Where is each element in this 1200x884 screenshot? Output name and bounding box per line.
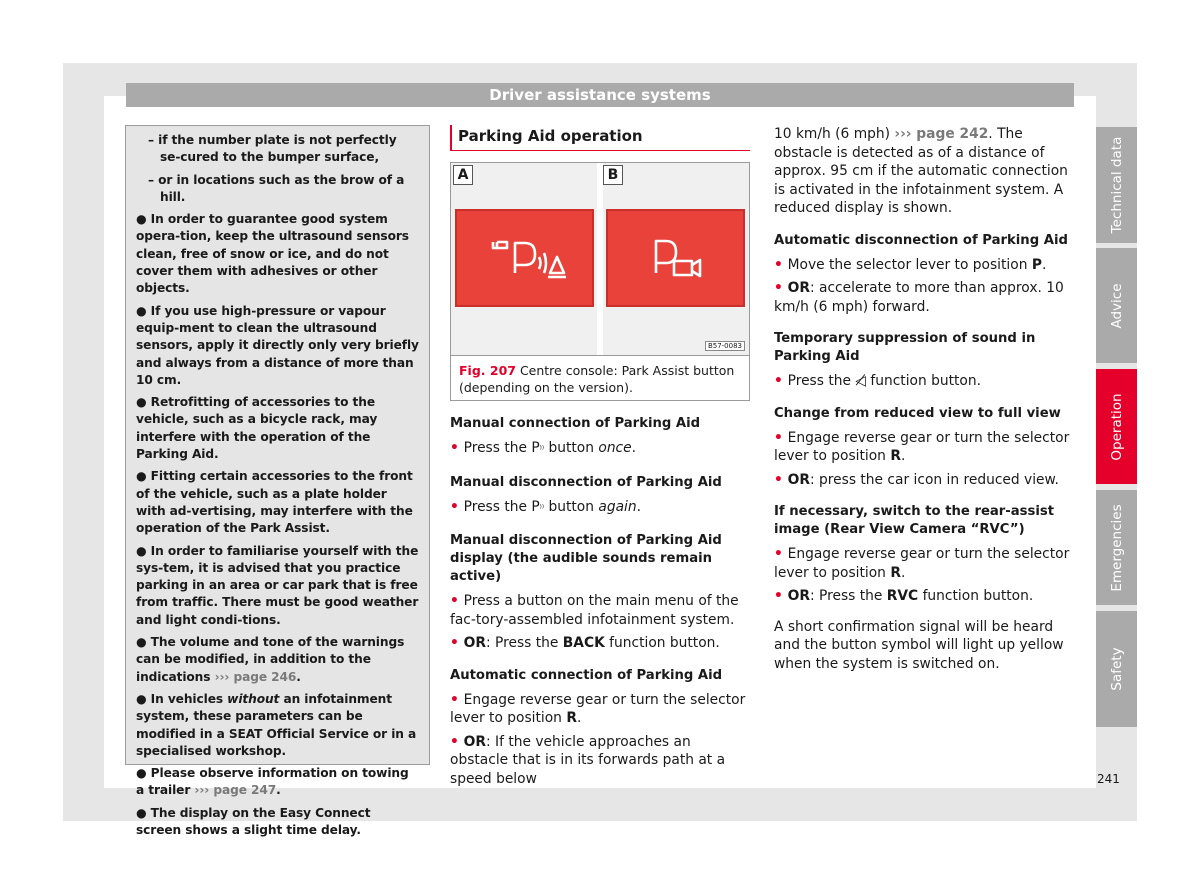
panel-divider <box>597 163 603 355</box>
warning-item: – if the number plate is not perfectly se-cured to the bumper surface, <box>148 133 397 165</box>
subheading: Change from reduced view to full view <box>774 405 1061 421</box>
page-link[interactable]: ››› page 246 <box>214 669 297 684</box>
paragraph: A short confirmation signal will be heard and the button symbol will light up yellow when the system is switched on. <box>774 618 1064 672</box>
list-item: • Move the selector lever to position P. <box>774 256 1047 273</box>
warning-item: ● Fitting certain accessories to the front of the vehicle, such as a plate holder with ad-vertising, may interfere with the operation of the Park Assist. <box>136 469 413 536</box>
list-item: • OR: Press the RVC function button. <box>774 588 1034 604</box>
warning-box <box>125 125 430 837</box>
figure-caption: Fig. 207 Centre console: Park Assist button (depending on the version). <box>451 355 749 400</box>
list-item: • OR: press the car icon in reduced view. <box>774 471 1059 488</box>
warning-item: ● If you use high-pressure or vapour equip-ment to clean the ultrasound sensors, apply it directly only very briefly and always from a distance of more than 10 cm. <box>136 303 419 387</box>
warning-item: ● Retrofitting of accessories to the vehicle, such as a bicycle rack, may interfere with the operation of the Parking Aid. <box>136 395 378 462</box>
list-item: • OR: accelerate to more than approx. 10 km/h (6 mph) forward. <box>774 280 1064 315</box>
tab-operation[interactable]: Operation <box>1096 369 1137 484</box>
warning-item: ● In order to familiarise yourself with the sys-tem, it is advised that you practice parking in an area or car park that is free from traffic. There must be good weather and light condi-tions. <box>136 543 419 627</box>
parking-sensor-symbol-icon: ⁾⁾ <box>539 445 545 455</box>
warning-item: ● The volume and tone of the warnings can be modified, in addition to the indications ››› page 246. <box>136 635 405 684</box>
subheading: Automatic connection of Parking Aid <box>450 667 723 683</box>
chapter-header: Driver assistance systems <box>126 83 1074 107</box>
subheading: If necessary, switch to the rear-assist image (Rear View Camera “RVC”) <box>774 504 1055 537</box>
panel-label-b: B <box>603 165 623 185</box>
warning-item: ● The display on the Easy Connect screen shows a slight time delay. <box>136 805 371 837</box>
figure-image <box>451 163 749 355</box>
list-item: • Press the P⁾⁾ button again. <box>450 498 642 515</box>
list-item: • OR: If the vehicle approaches an obstacle that is in its forwards path at a speed below <box>450 733 726 787</box>
park-assist-button-a <box>455 209 594 307</box>
paragraph: 10 km/h (6 mph) ››› page 242. The obstacle is detected as of a distance of approx. 95 cm if the automatic connection is activated in the infotainment system. A reduced display is shown. <box>774 126 1068 216</box>
tab-emergencies[interactable]: Emergencies <box>1096 490 1137 605</box>
figure-number: Fig. 207 <box>459 363 516 378</box>
subheading: Automatic disconnection of Parking Aid <box>774 232 1068 248</box>
page-link[interactable]: ››› page 242 <box>894 126 989 142</box>
panel-label-a: A <box>453 165 473 185</box>
list-item: • Engage reverse gear or turn the selector lever to position R. <box>450 691 746 726</box>
tab-technical-data[interactable]: Technical data <box>1096 127 1137 243</box>
list-item: • Engage reverse gear or turn the selector lever to position R. <box>774 429 1070 464</box>
warning-item: ● In order to guarantee good system opera-tion, keep the ultrasound sensors clean, free of snow or ice, and do not cover them with adhesives or other objects. <box>136 212 409 296</box>
list-item: • Press the P⁾⁾ button once. <box>450 440 637 456</box>
subheading: Temporary suppression of sound in Parking Aid <box>774 331 1036 364</box>
warning-item: – or in locations such as the brow of a hill. <box>148 172 405 204</box>
warning-item: ● Please observe information on towing a trailer ››› page 247. <box>136 766 409 798</box>
parking-sensor-icon <box>457 211 592 305</box>
right-column <box>774 125 1076 678</box>
figure-code: B57-0083 <box>705 341 745 351</box>
park-assist-button-b <box>606 209 745 307</box>
parking-sensor-symbol-icon: ⁾⁾ <box>539 503 545 514</box>
tab-advice[interactable]: Advice <box>1096 248 1137 363</box>
section-title: Parking Aid operation <box>450 125 750 151</box>
middle-column <box>450 125 750 793</box>
list-item: • Press the ◁̸ function button. <box>774 373 982 389</box>
list-item: • OR: Press the BACK function button. <box>450 635 720 651</box>
subheading: Manual disconnection of Parking Aid <box>450 474 722 490</box>
parking-camera-icon <box>608 211 743 305</box>
warning-item: ● In vehicles without an infotainment system, these parameters can be modified in a SEAT Official Service or in a specialised workshop. <box>136 691 417 758</box>
subheading: Manual disconnection of Parking Aid display (the audible sounds remain active) <box>450 533 722 584</box>
figure-207 <box>450 162 750 401</box>
list-item: • Press a button on the main menu of the fac-tory-assembled infotainment system. <box>450 593 739 628</box>
sound-off-icon: ◁̸ <box>855 373 866 389</box>
page-number: 241 <box>1097 772 1120 786</box>
subheading: Manual connection of Parking Aid <box>450 416 701 431</box>
page-link[interactable]: ››› page 247 <box>194 783 277 798</box>
tab-safety[interactable]: Safety <box>1096 611 1137 727</box>
list-item: • Engage reverse gear or turn the selector lever to position R. <box>774 546 1070 581</box>
